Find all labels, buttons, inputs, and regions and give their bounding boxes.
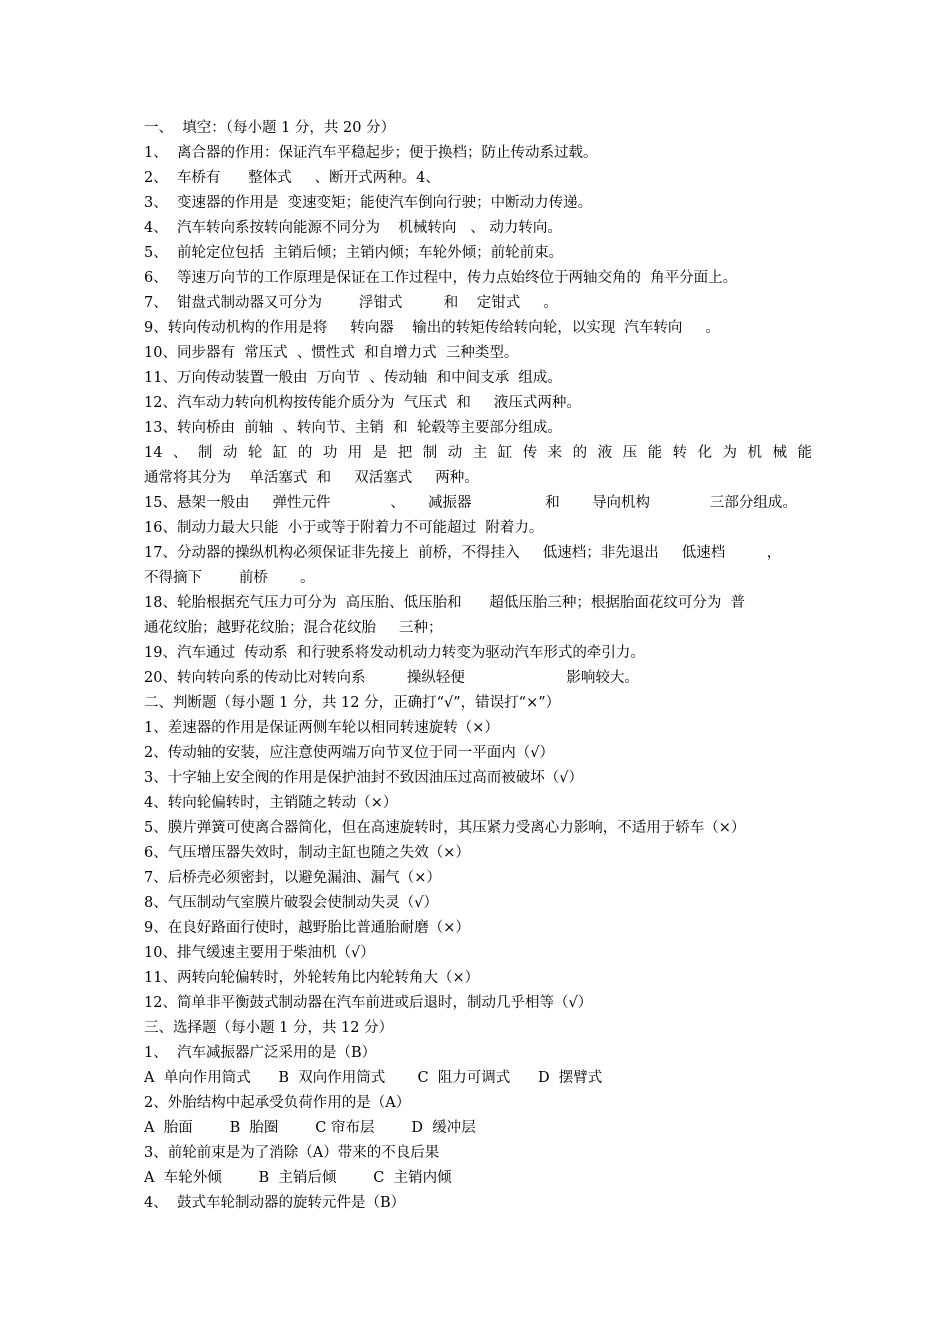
text-line: 10、排气缓速主要用于柴油机（√） <box>144 945 375 961</box>
text-line: 14、制动轮缸的功用是把制动主缸传来的液压能转化为机械能 <box>144 445 812 461</box>
text-line: 7、 钳盘式制动器又可分为 浮钳式 和 定钳式 。 <box>144 295 558 311</box>
text-line: 11、万向传动装置一般由 万向节 、传动轴 和中间支承 组成。 <box>144 370 562 386</box>
text-line: 11、两转向轮偏转时，外轮转角比内轮转角大（×） <box>144 970 480 986</box>
text-line: 1、差速器的作用是保证两侧车轮以相同转速旋转（×） <box>144 720 499 736</box>
text-line: 9、在良好路面行使时，越野胎比普通胎耐磨（×） <box>144 920 470 936</box>
section-heading-fill-blank: 一、 填空：（每小题 1 分，共 20 分） <box>144 120 396 136</box>
text-line: 8、气压制动气室膜片破裂会使制动失灵（√） <box>144 895 438 911</box>
text-line: 18、轮胎根据充气压力可分为 高压胎、低压胎和 超低压胎三种；根据胎面花纹可分为 普 <box>144 595 746 611</box>
text-line: 12、汽车动力转向机构按传能介质分为 气压式 和 液压式两种。 <box>144 395 581 411</box>
text-line: 10、同步器有 常压式 、惯性式 和自增力式 三种类型。 <box>144 345 519 361</box>
text-line: 5、膜片弹簧可使离合器简化，但在高速旋转时，其压紧力受离心力影响，不适用于轿车（×） <box>144 820 746 836</box>
text-line: 2、外胎结构中起承受负荷作用的是（A） <box>144 1095 411 1111</box>
text-line: 13、转向桥由 前轴 、转向节、主销 和 轮毂等主要部分组成。 <box>144 420 562 436</box>
text-line: 通花纹胎；越野花纹胎；混合花纹胎 三种； <box>144 620 443 636</box>
text-line: 3、 变速器的作用是 变速变矩；能使汽车倒向行驶；中断动力传递。 <box>144 195 593 211</box>
text-line: 5、 前轮定位包括 主销后倾；主销内倾；车轮外倾；前轮前束。 <box>144 245 564 261</box>
text-line: 9、转向传动机构的作用是将 转向器 输出的转矩传给转向轮，以实现 汽车转向 。 <box>144 320 720 336</box>
text-line: 6、 等速万向节的工作原理是保证在工作过程中，传力点始终位于两轴交角的 角平分面上。 <box>144 270 738 286</box>
text-line: 不得摘下 前桥 。 <box>144 570 315 586</box>
text-line: 16、制动力最大只能 小于或等于附着力不可能超过 附着力。 <box>144 520 544 536</box>
text-line: 15、悬架一般由 弹性元件 、 减振器 和 导向机构 三部分组成。 <box>144 495 797 511</box>
text-line: A 车轮外倾 B 主销后倾 C 主销内倾 <box>144 1170 452 1186</box>
text-line: 通常将其分为 单活塞式 和 双活塞式 两种。 <box>144 470 479 486</box>
text-line: 7、后桥壳必须密封，以避免漏油、漏气（×） <box>144 870 441 886</box>
text-line: 3、十字轴上安全阀的作用是保护油封不致因油压过高而被破坏（√） <box>144 770 583 786</box>
text-line: A 单向作用筒式 B 双向作用筒式 C 阻力可调式 D 摆臂式 <box>144 1070 603 1086</box>
text-line: A 胎面 B 胎圈 C 帘布层 D 缓冲层 <box>144 1120 476 1136</box>
text-line: 6、气压增压器失效时，制动主缸也随之失效（×） <box>144 845 470 861</box>
text-line: 12、简单非平衡鼓式制动器在汽车前进或后退时，制动几乎相等（√） <box>144 995 593 1011</box>
section-heading-multiple-choice: 三、选择题（每小题 1 分，共 12 分） <box>144 1020 394 1036</box>
document-body <box>144 116 812 1216</box>
text-line: 4、 汽车转向系按转向能源不同分为 机械转向 、 动力转向。 <box>144 220 562 236</box>
text-line: 4、 鼓式车轮制动器的旋转元件是（B） <box>144 1195 406 1211</box>
text-line: 4、转向轮偏转时，主销随之转动（×） <box>144 795 398 811</box>
text-line: 19、汽车通过 传动系 和行驶系将发动机动力转变为驱动汽车形式的牵引力。 <box>144 645 645 661</box>
text-line: 2、传动轴的安装，应注意使两端万向节叉位于同一平面内（√） <box>144 745 554 761</box>
text-line: 17、分动器的操纵机构必须保证非先接上 前桥，不得挂入 低速档；非先退出 低速档 ， <box>144 545 782 561</box>
text-line: 1、 汽车减振器广泛采用的是（B） <box>144 1045 377 1061</box>
text-line: 2、 车桥有 整体式 、断开式两种。4、 <box>144 170 440 186</box>
text-line: 3、前轮前束是为了消除（A）带来的不良后果 <box>144 1145 440 1161</box>
text-line: 20、转向转向系的传动比对转向系 操纵轻便 影响较大。 <box>144 670 639 686</box>
text-line: 1、 离合器的作用：保证汽车平稳起步；便于换档；防止传动系过载。 <box>144 145 598 161</box>
section-heading-true-false: 二、判断题（每小题 1 分，共 12 分，正确打“√”，错误打“×”） <box>144 695 561 711</box>
